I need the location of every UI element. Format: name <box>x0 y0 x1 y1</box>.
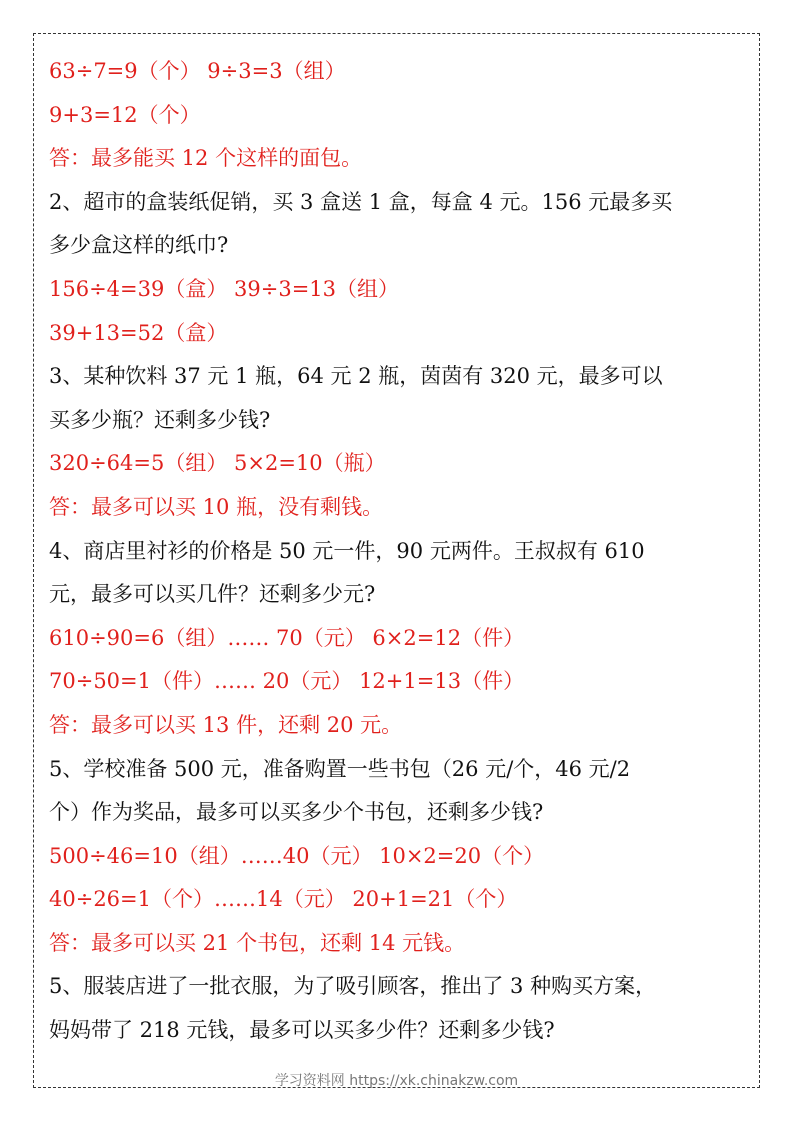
text-line: 63÷7=9（个） 9÷3=3（组） <box>49 59 346 83</box>
text-line: 39+13=52（盒） <box>49 320 228 345</box>
document-body <box>49 50 749 1053</box>
footer-watermark: 学习资料网 https://xk.chinakzw.com <box>274 1073 519 1089</box>
text-line: 妈妈带了 218 元钱，最多可以买多少件？还剩多少钱? <box>49 1018 555 1043</box>
text-line: 320÷64=5（组） 5×2=10（瓶） <box>49 451 386 476</box>
text-line: 156÷4=39（盒） 39÷3=13（组） <box>49 276 400 301</box>
text-line: 答：最多可以买 10 瓶，没有剩钱。 <box>49 494 384 519</box>
text-line: 5、学校准备 500 元，准备购置一些书包（26 元/个，46 元/2 <box>49 756 631 781</box>
text-line: 40÷26=1（个）……14（元） 20+1=21（个） <box>49 887 518 912</box>
text-line: 答：最多可以买 21 个书包，还剩 14 元钱。 <box>49 930 466 955</box>
text-line: 2、超市的盒装纸促销，买 3 盒送 1 盒，每盒 4 元。156 元最多买 <box>49 189 673 214</box>
text-line: 买多少瓶？还剩多少钱? <box>49 407 271 432</box>
text-line: 4、商店里衬衫的价格是 50 元一件，90 元两件。王叔叔有 610 <box>49 538 645 563</box>
text-line: 70÷50=1（件）…… 20（元） 12+1=13（件） <box>49 669 525 694</box>
text-line: 610÷90=6（组）…… 70（元） 6×2=12（件） <box>49 625 525 650</box>
text-line: 答：最多能买 12 个这样的面包。 <box>49 146 363 171</box>
text-line: 元，最多可以买几件？还剩多少元? <box>49 582 376 607</box>
text-line: 3、某种饮料 37 元 1 瓶，64 元 2 瓶，茵茵有 320 元，最多可以 <box>49 364 663 389</box>
text-line: 多少盒这样的纸巾? <box>49 233 229 258</box>
text-line: 答：最多可以买 13 件，还剩 20 元。 <box>49 712 403 737</box>
text-line: 5、服装店进了一批衣服，为了吸引顾客，推出了 3 种购买方案， <box>49 974 657 999</box>
text-line: 500÷46=10（组）……40（元） 10×2=20（个） <box>49 843 545 868</box>
text-line: 9+3=12（个） <box>49 102 201 127</box>
text-line: 个）作为奖品，最多可以买多少个书包，还剩多少钱? <box>49 800 544 825</box>
